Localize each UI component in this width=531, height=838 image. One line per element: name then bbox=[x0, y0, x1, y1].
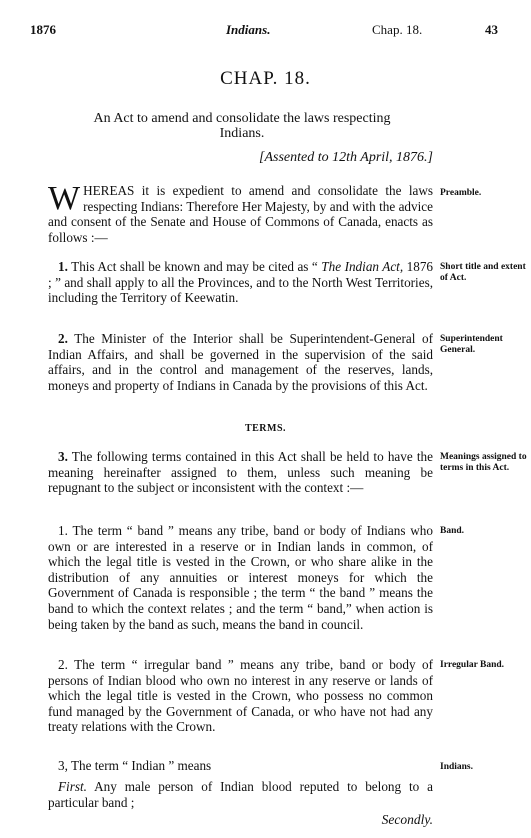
term-2-irregular-band: 2. The term “ irregular band ” means any tribe, band or body of persons of Indian blood who own no interest in any reserve or lands of which the legal title is vested in the Crown, who possess no common fund managed by the Government of Canada, or who have not had any treaty relations with the Crown. bbox=[48, 657, 433, 735]
preamble-paragraph bbox=[48, 180, 433, 245]
first-clause bbox=[48, 779, 433, 810]
act-title-line1: An Act to amend and consolidate the laws respecting bbox=[93, 111, 391, 126]
section-1-text-b: 1876 ; ” and shall apply to all the Provinces, and to the North West Territories, including the Territory of Keewatin. bbox=[48, 259, 434, 306]
header-chapter: Chap. 18. bbox=[372, 22, 423, 37]
section-1 bbox=[48, 259, 433, 306]
section-1-italic: The Indian Act, bbox=[321, 259, 404, 274]
section-2 bbox=[48, 331, 433, 393]
preamble-text: HEREAS it is expedient to amend and consolidate the laws respecting Indians: Therefore Her Majesty, by and with the advice and consent of the Senate and House of Commons of Canada, enacts as follows :— bbox=[48, 183, 433, 245]
first-label: First. bbox=[58, 779, 87, 794]
assent-line: [Assented to 12th April, 1876.] bbox=[259, 150, 433, 165]
header-year: 1876 bbox=[30, 22, 56, 37]
margin-note-meanings: Meanings assigned to terms in this Act. bbox=[440, 452, 527, 473]
margin-note-short-title: Short title and extent of Act. bbox=[440, 262, 526, 283]
margin-note-indians: Indians. bbox=[440, 762, 474, 772]
preamble-dropcap: W bbox=[48, 180, 81, 217]
margin-note-superintendent: Superintendent General. bbox=[440, 334, 503, 355]
section-3 bbox=[48, 449, 433, 496]
section-3-number: 3. bbox=[58, 449, 68, 464]
section-2-number: 2. bbox=[58, 331, 68, 346]
first-text: Any male person of Indian blood reputed to belong to a particular band ; bbox=[48, 779, 433, 810]
margin-note-irregular-band: Irregular Band. bbox=[440, 660, 505, 670]
header-page-number: 43 bbox=[485, 22, 498, 37]
margin-note-band: Band. bbox=[440, 526, 465, 536]
section-1-number: 1. bbox=[58, 259, 68, 274]
chapter-heading: CHAP. 18. bbox=[220, 68, 311, 89]
term-3-indian: 3, The term “ Indian ” means bbox=[58, 758, 212, 773]
section-3-text: The following terms contained in this Act shall be held to have the meaning hereinafter assigned to them, unless such meaning be repugnant to the subject or inconsistent with the context :— bbox=[48, 449, 433, 496]
term-1-band: 1. The term “ band ” means any tribe, band or body of Indians who own or are interested in a reserve or in Indian lands in common, of which the legal title is vested in the Crown, or who share alike in the distribution of any annuities or interest moneys for which the Government of Canada is responsible ; the term “ the band ” means the band to which the context relates ; and the term “ band,” when action is being taken by the band as such, means the band in council. bbox=[48, 523, 433, 632]
section-2-text: The Minister of the Interior shall be Superintendent-General of Indian Affairs, and shall be governed in the supervision of the said affairs, and in the control and management of the reserves, lands, moneys and property of Indians in Canada by the provisions of this Act. bbox=[48, 331, 433, 393]
act-title-line2: Indians. bbox=[219, 126, 265, 141]
section-1-text-a: This Act shall be known and may be cited as “ bbox=[67, 259, 322, 274]
terms-heading: TERMS. bbox=[244, 423, 287, 434]
margin-note-preamble: Preamble. bbox=[440, 188, 482, 198]
header-running-title: Indians. bbox=[226, 22, 271, 37]
catchword: Secondly. bbox=[381, 812, 433, 827]
